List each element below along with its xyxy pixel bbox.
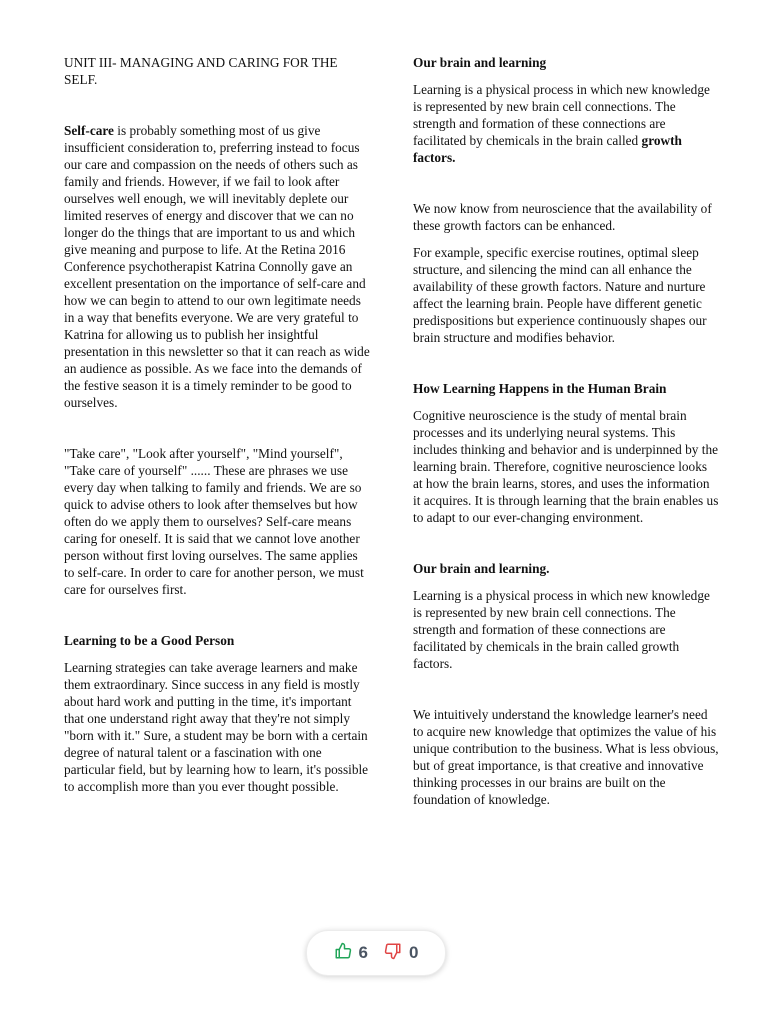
example-paragraph: For example, specific exercise routines, optimal sleep structure, and silencing the mind can all enhance the availability of these growth factors. Nature and nurture affect the learning brain. People have different genetic predispositions but experience continuously shapes our brain structure and modifies behavior. [413, 245, 707, 345]
brain-learning-paragraph [413, 81, 719, 166]
like-count: 6 [358, 943, 368, 962]
unit-title: UNIT III- MANAGING AND CARING FOR THE SELF. [64, 55, 338, 87]
dislike-button[interactable] [384, 942, 418, 965]
vote-bar [306, 930, 446, 976]
left-column [64, 54, 370, 805]
growth-factors-term: growth factors. [413, 133, 682, 165]
how-learning-paragraph: Cognitive neuroscience is the study of mental brain processes and its underlying neural systems. This includes thinking and behavior and is underpinned by the learning brain. Therefore, cognitive neuroscience looks at how the brain learns, stores, and uses the information it acquires. It is through learning that the brain enables us to adapt to our ever-changing environment. [413, 408, 719, 525]
good-person-paragraph: Learning strategies can take average learners and make them extraordinary. Since success in any field is mostly about hard work and putting in the time, it's important that one understand right away that they're not simply "born with it." Sure, a student may be born with a certain degree of natural talent or a fascination with one particular field, but by learning how to learn, it's possible to accomplish more than you ever thought possible. [64, 660, 369, 794]
thumbs-up-icon [334, 942, 352, 965]
brain-learning-heading-2: Our brain and learning. [413, 561, 550, 576]
neuroscience-paragraph: We now know from neuroscience that the availability of these growth factors can be enhanced. [413, 201, 712, 233]
selfcare-paragraph [64, 122, 370, 411]
how-learning-heading: How Learning Happens in the Human Brain [413, 381, 667, 396]
intuitive-paragraph: We intuitively understand the knowledge learner's need to acquire new knowledge that optimizes the value of his unique contribution to the business. What is less obvious, but of great importance, is that creative and innovative thinking processes in our brains are built on the foundation of knowledge. [413, 707, 719, 807]
brain-learning-heading: Our brain and learning [413, 55, 547, 70]
right-column [413, 54, 719, 818]
take-care-paragraph: "Take care", "Look after yourself", "Mind yourself", "Take care of yourself" ...... These are phrases we use every day when talking to family and friends. We are so quick to advise others to look after themselves but how often do we apply them to ourselves? Self-care means caring for oneself. It is said that we cannot love another person without first loving ourselves. The same applies to self-care. In order to care for another person, we must care for ourselves first. [64, 446, 364, 597]
brain-learning-text: Learning is a physical process in which new knowledge is represented by new brain cell connections. The strength and formation of these connections are facilitated by chemicals in the brain called [413, 82, 710, 148]
selfcare-text: is probably something most of us give insufficient consideration to, preferring instead to focus our care and compassion on the needs of others such as family and friends. However, if we fail to look after ourselves well enough, we will inevitably deplete our limited reserves of energy and discover that we can no longer do the things that are important to us and which give meaning and purpose to life. At the Retina 2016 Conference psychotherapist Katrina Connolly gave an excellent presentation on the importance of self-care and how we can begin to attend to our own legitimate needs in a way that benefits everyone. We are very grateful to Katrina for allowing us to publish her insightful presentation in this newsletter so that it can reach as wide an audience as possible. As we face into the demands of the festive season it is a timely reminder to be good to ourselves. [64, 123, 370, 410]
selfcare-term: Self-care [64, 123, 114, 138]
good-person-heading: Learning to be a Good Person [64, 633, 235, 648]
brain-learning-paragraph-2: Learning is a physical process in which new knowledge is represented by new brain cell connections. The strength and formation of these connections are facilitated by chemicals in the brain called growth factors. [413, 588, 710, 671]
thumbs-down-icon [384, 942, 402, 965]
like-button[interactable] [334, 942, 368, 965]
dislike-count: 0 [409, 943, 419, 962]
